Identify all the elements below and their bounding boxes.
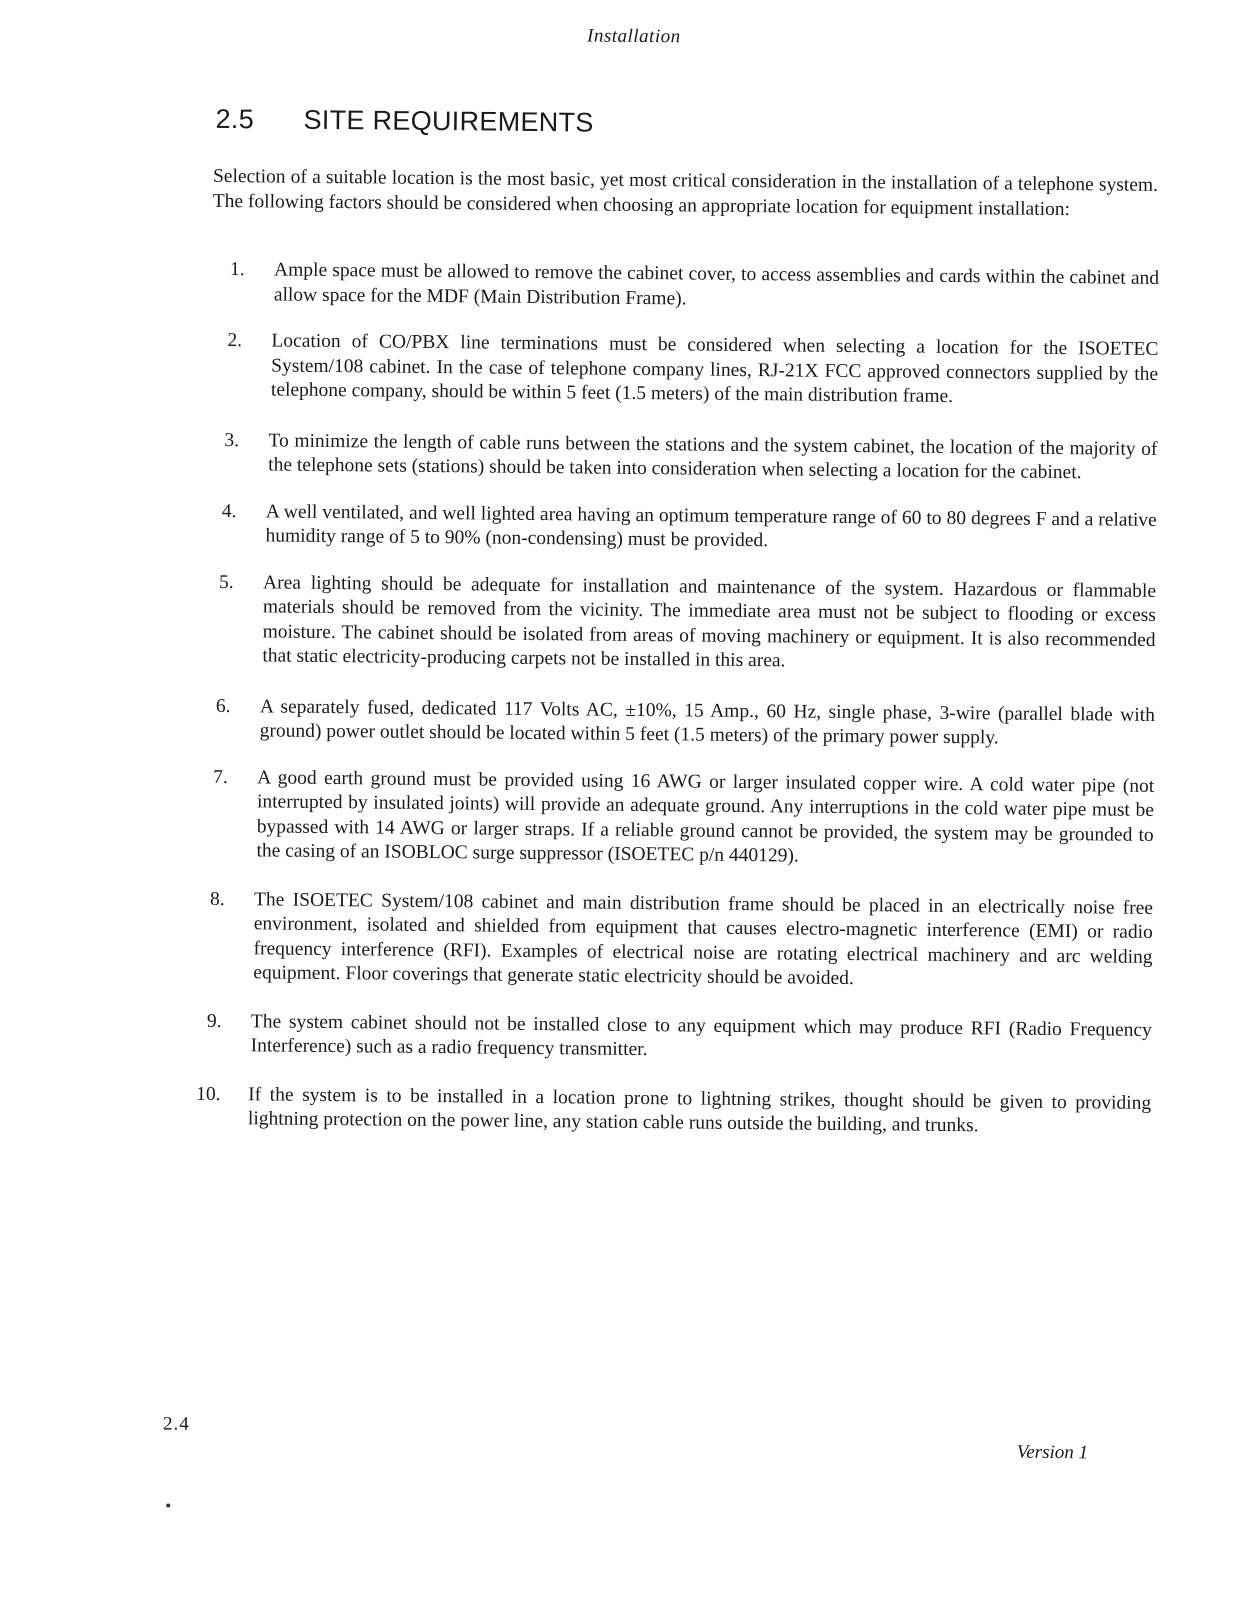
section-title: SITE REQUIREMENTS xyxy=(303,104,594,138)
list-item-text: If the system is to be installed in a location prone to lightning strikes, thought should be given to providing lightning protection on the power line, any station cable runs outside the building, and trunks. xyxy=(247,1083,1152,1137)
list-item xyxy=(185,499,1156,557)
list-item-text: The ISOETEC System/108 cabinet and main distribution frame should be placed in an electrically noise free environment, isolated and shielded from equipment that causes electro-magnetic interference (EMI) or radio frequency interference (RFI). Examples of electrical noise are rotating electrical machinery and arc welding equipment. Floor coverings that generate static electricity should be avoided. xyxy=(253,888,1154,990)
list-item-number: 10. xyxy=(196,1083,221,1105)
list-item xyxy=(168,1082,1151,1140)
section-heading xyxy=(215,104,593,139)
list-item-number: 7. xyxy=(213,766,228,788)
list-item xyxy=(191,329,1159,412)
list-item xyxy=(173,887,1153,994)
list-item xyxy=(171,1009,1152,1067)
list-item-number: 1. xyxy=(230,259,245,281)
list-item-number: 8. xyxy=(209,888,225,910)
scan-speck xyxy=(166,1503,170,1507)
intro-paragraph: Selection of a suitable location is the most basic, yet most critical consideration in the installation of a telephone system. The following factors should be considered when choosing an appropriate location for equipment installation: xyxy=(212,165,1159,221)
list-item-text: The system cabinet should not be installed close to any equipment which may produce RFI (Radio Frequency Interference) such as a radio frequency transmitter. xyxy=(250,1010,1152,1061)
list-item-text: A separately fused, dedicated 117 Volts AC, ±10%, 15 Amp., 60 Hz, single phase, 3-wire (parallel blade with ground) power outlet should be located within 5 feet (1.5 meters) of the primary power supply. xyxy=(259,695,1155,749)
list-item-text: A well ventilated, and well lighted area having an optimum temperature range of 60 to 80 degrees F and a relative humidity range of 5 to 90% (non-condensing) must be provided. xyxy=(265,500,1157,552)
list-item xyxy=(188,428,1157,486)
list-item-number: 2. xyxy=(227,330,243,352)
list-item-number: 3. xyxy=(224,429,240,451)
list-item-number: 6. xyxy=(215,695,231,717)
requirements-list xyxy=(186,258,1159,1141)
list-item xyxy=(182,570,1156,677)
list-item xyxy=(176,765,1154,872)
list-item-number: 5. xyxy=(219,571,234,593)
section-number: 2.5 xyxy=(215,103,255,135)
running-header: Installation xyxy=(586,25,681,48)
version-label: Version 1 xyxy=(1016,1441,1089,1464)
list-item xyxy=(194,258,1159,316)
list-item-text: To minimize the length of cable runs between the stations and the system cabinet, the location of the majority of the telephone sets (stations) should be taken into consideration when selecting a location for the cabinet. xyxy=(268,429,1158,484)
list-item-text: A good earth ground must be provided using 16 AWG or larger insulated copper wire. A cold water pipe (not interrupted by insulated joints) will provide an adequate ground. Any interruptions in the cold water pipe must be bypassed with 14 AWG or larger straps. If a reliable ground cannot be provided, the system may be grounded to the casing of an ISOBLOC surge suppressor (ISOETEC p/n 440129). xyxy=(256,766,1155,867)
page-number: 2.4 xyxy=(162,1413,190,1435)
list-item xyxy=(180,694,1155,752)
list-item-text: Location of CO/PBX line terminations must be considered when selecting a location for the ISOETEC System/108 cabinet. In the case of telephone company lines, RJ-21X FCC approved connectors supplied by the telephone company, should be within 5 feet (1.5 meters) of the main distribution frame. xyxy=(270,330,1159,407)
list-item-number: 4. xyxy=(221,500,237,522)
list-item-text: Ample space must be allowed to remove the cabinet cover, to access assemblies and cards within the cabinet and allow space for the MDF (Main Distribution Frame). xyxy=(273,259,1160,309)
list-item-number: 9. xyxy=(206,1010,222,1032)
list-item-text: Area lighting should be adequate for installation and maintenance of the system. Hazardous or flammable materials should be removed from the vicinity. The immediate area must not be subject to flooding or excess moisture. The cabinet should be isolated from areas of moving machinery or equipment. It is also recommended that static electricity-producing carpets not be installed in this area. xyxy=(262,571,1157,672)
